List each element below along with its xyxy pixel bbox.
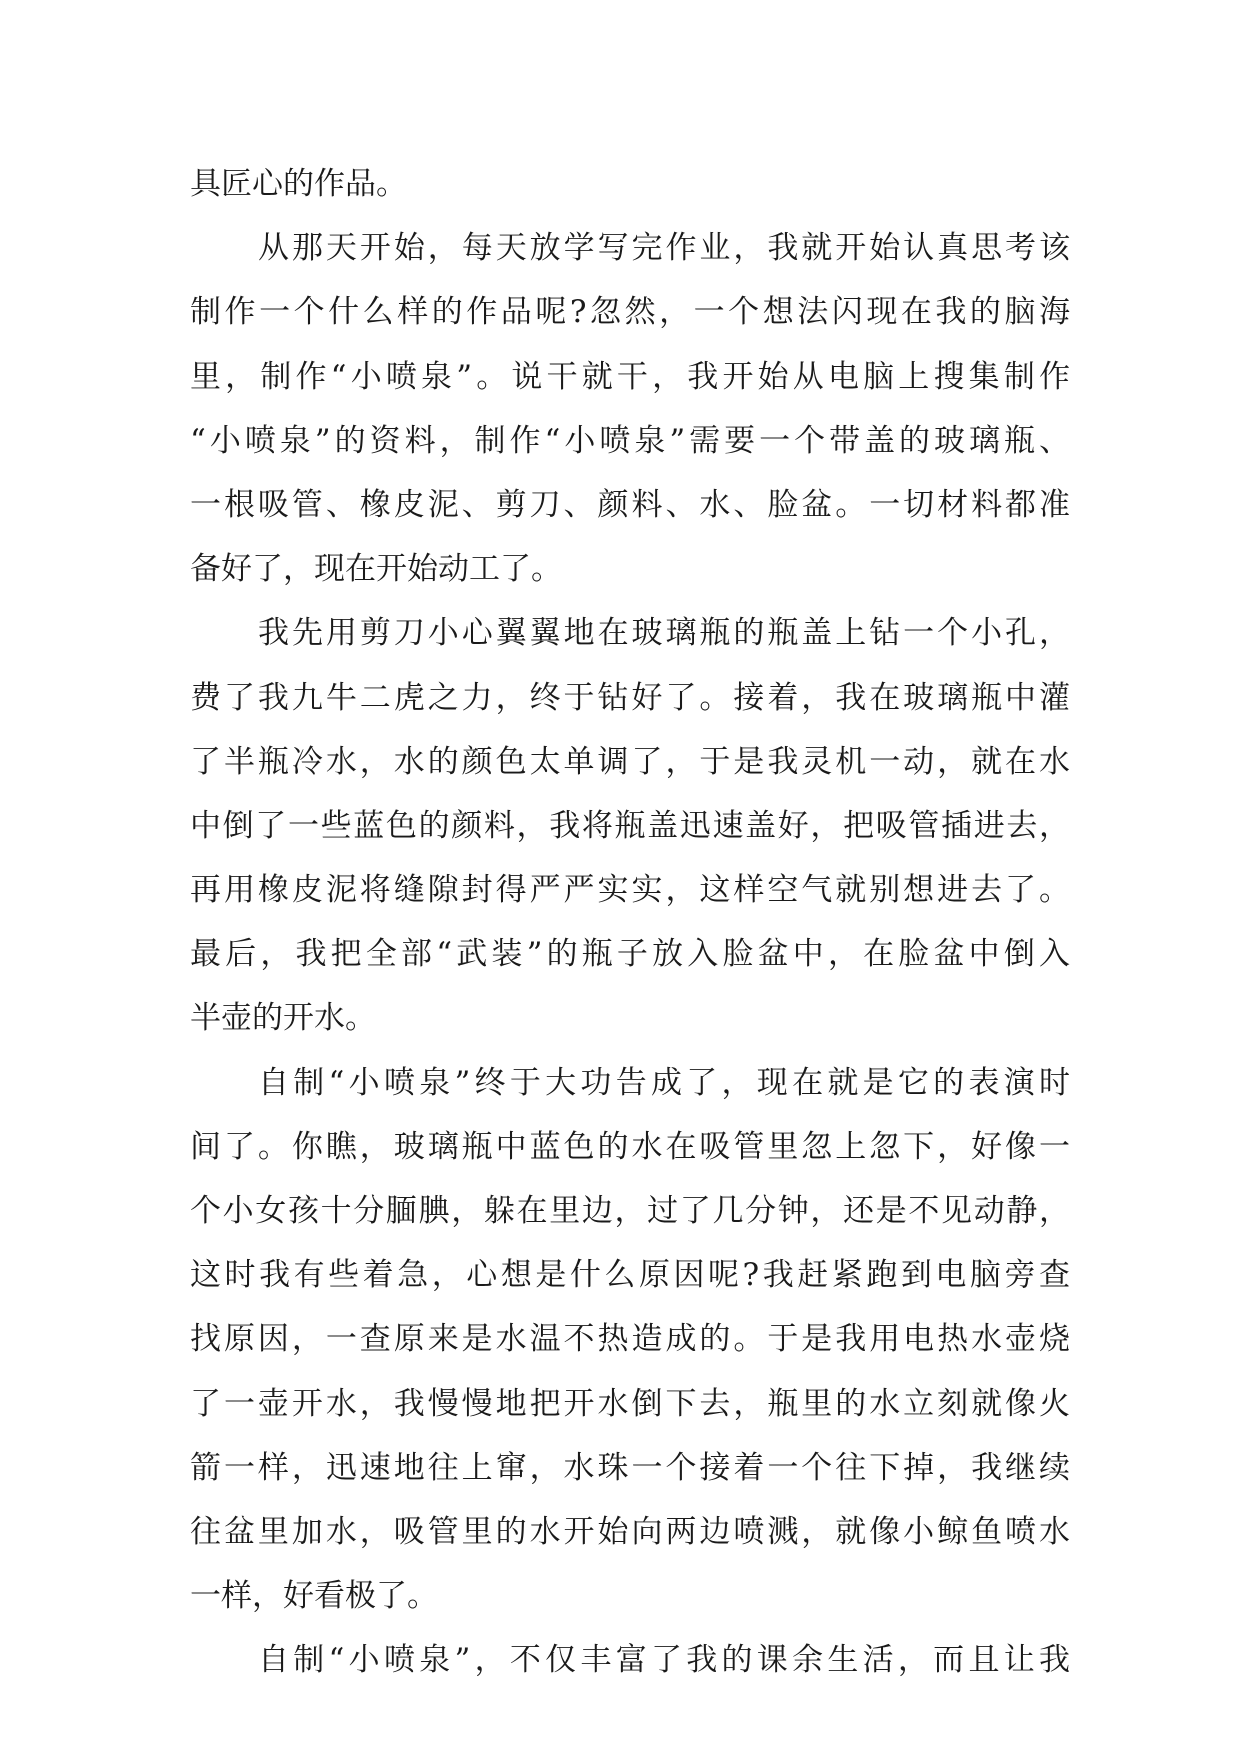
text-line: 中倒了一些蓝色的颜料，我将瓶盖迅速盖好，把吸管插进去， [190,807,1070,844]
text-line: 箭一样，迅速地往上窜，水珠一个接着一个往下掉，我继续 [190,1449,1070,1486]
text-line: 一样，好看极了。 [190,1578,438,1615]
text-line: 自制“小喷泉”终于大功告成了，现在就是它的表演时 [258,1064,1070,1101]
text-line: 了一壶开水，我慢慢地把开水倒下去，瓶里的水立刻就像火 [190,1385,1070,1422]
text-line: 个小女孩十分腼腆，躲在里边，过了几分钟，还是不见动静， [190,1193,1070,1229]
text-line: 这时我有些着急，心想是什么原因呢?我赶紧跑到电脑旁查 [190,1257,1070,1294]
text-line: 半壶的开水。 [190,1000,376,1037]
text-line: 具匠心的作品。 [190,166,407,202]
text-line: 费了我九牛二虎之力，终于钻好了。接着，我在玻璃瓶中灌 [190,679,1070,716]
text-line: 从那天开始，每天放学写完作业，我就开始认真思考该 [258,230,1070,267]
text-line: 再用橡皮泥将缝隙封得严严实实，这样空气就别想进去了。 [190,872,1070,909]
text-line: 了半瓶冷水，水的颜色太单调了，于是我灵机一动，就在水 [190,743,1070,780]
text-line: 制作一个什么样的作品呢?忽然，一个想法闪现在我的脑海 [190,294,1070,331]
text-line: “小喷泉”的资料，制作“小喷泉”需要一个带盖的玻璃瓶、 [190,422,1070,459]
text-line: 我先用剪刀小心翼翼地在玻璃瓶的瓶盖上钻一个小孔， [258,615,1070,652]
text-line: 里，制作“小喷泉”。说干就干，我开始从电脑上搜集制作 [190,358,1070,395]
text-line: 找原因，一查原来是水温不热造成的。于是我用电热水壶烧 [190,1321,1070,1358]
text-line: 往盆里加水，吸管里的水开始向两边喷溅，就像小鲸鱼喷水 [190,1513,1070,1550]
text-line: 间了。你瞧，玻璃瓶中蓝色的水在吸管里忽上忽下，好像一 [190,1128,1070,1165]
article-body [190,152,1070,1693]
text-line: 备好了，现在开始动工了。 [190,551,562,588]
text-line: 一根吸管、橡皮泥、剪刀、颜料、水、脸盆。一切材料都准 [190,486,1070,523]
text-line: 自制“小喷泉”，不仅丰富了我的课余生活，而且让我 [258,1642,1070,1679]
text-line: 最后，我把全部“武装”的瓶子放入脸盆中，在脸盆中倒入 [190,936,1070,973]
